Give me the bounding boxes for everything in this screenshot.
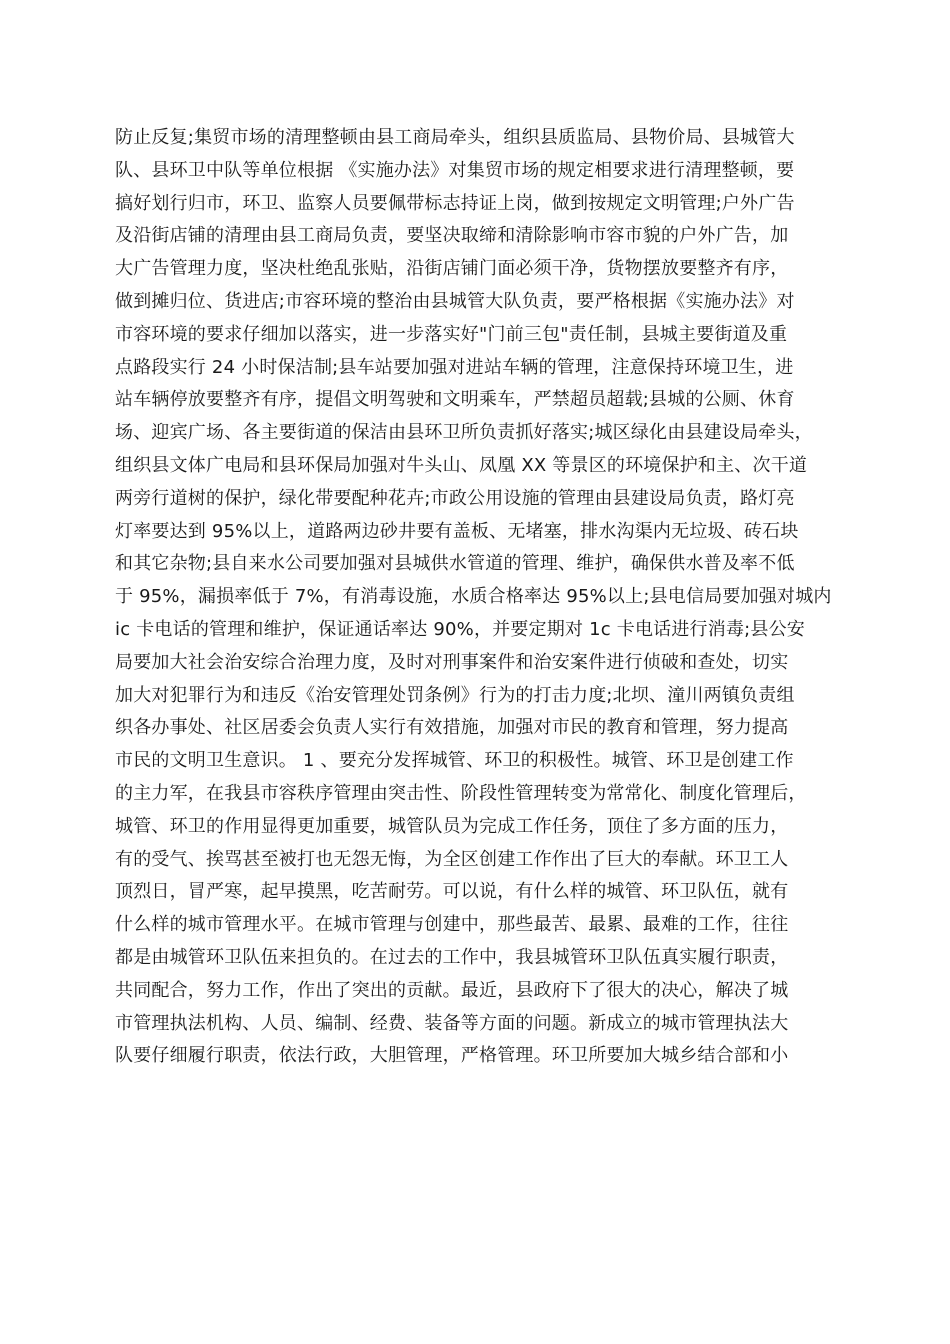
body-text bbox=[115, 122, 845, 1073]
text-line: 两旁行道树的保护，绿化带要配种花卉;市政公用设施的管理由县建设局负责，路灯亮 bbox=[115, 487, 795, 509]
text-line: 队、县环卫中队等单位根据 《实施办法》对集贸市场的规定相要求进行清理整顿，要 bbox=[115, 159, 795, 181]
text-line: 和其它杂物;县自来水公司要加强对县城供水管道的管理、维护，确保供水普及率不低 bbox=[115, 553, 795, 575]
text-line: 加大对犯罪行为和违反《治安管理处罚条例》行为的打击力度;北坝、潼川两镇负责组 bbox=[115, 684, 795, 706]
text-line: 场、迎宾广场、各主要街道的保洁由县环卫所负责抓好落实;城区绿化由县建设局牵头， bbox=[115, 422, 813, 444]
text-line: 都是由城管环卫队伍来担负的。在过去的工作中，我县城管环卫队伍真实履行职责， bbox=[115, 946, 789, 968]
text-line: 顶烈日，冒严寒，起早摸黑，吃苦耐劳。可以说，有什么样的城管、环卫队伍，就有 bbox=[115, 881, 789, 903]
text-line: 局要加大社会治安综合治理力度，及时对刑事案件和治安案件进行侦破和查处，切实 bbox=[115, 651, 789, 673]
text-line: 市管理执法机构、人员、编制、经费、装备等方面的问题。新成立的城市管理执法大 bbox=[115, 1012, 789, 1034]
text-line: 大广告管理力度，坚决杜绝乱张贴，沿街店铺门面必须干净，货物摆放要整齐有序， bbox=[115, 258, 789, 280]
text-line: 队要仔细履行职责，依法行政，大胆管理，严格管理。环卫所要加大城乡结合部和小 bbox=[115, 1045, 789, 1067]
text-line: 织各办事处、社区居委会负责人实行有效措施，加强对市民的教育和管理，努力提高 bbox=[115, 717, 789, 739]
text-line: 做到摊归位、货进店;市容环境的整治由县城管大队负责，要严格根据《实施办法》对 bbox=[115, 290, 795, 312]
text-line: 有的受气、挨骂甚至被打也无怨无悔，为全区创建工作作出了巨大的奉献。环卫工人 bbox=[115, 848, 789, 870]
text-line: 城管、环卫的作用显得更加重要，城管队员为完成工作任务，顶住了多方面的压力， bbox=[115, 815, 789, 837]
text-line: 的主力军，在我县市容秩序管理由突击性、阶段性管理转变为常常化、制度化管理后， bbox=[115, 782, 807, 804]
text-line: 组织县文体广电局和县环保局加强对牛头山、凤凰 XX 等景区的环境保护和主、次干道 bbox=[115, 454, 808, 476]
text-line: 及沿街店铺的清理由县工商局负责，要坚决取缔和清除影响市容市貌的户外广告，加 bbox=[115, 225, 789, 247]
text-line: 市容环境的要求仔细加以落实，进一步落实好"门前三包"责任制，县城主要街道及重 bbox=[115, 323, 788, 345]
text-line: ic 卡电话的管理和维护，保证通话率达 90%，并要定期对 1c 卡电话进行消毒;县公安 bbox=[115, 618, 806, 640]
text-line: 站车辆停放要整齐有序，提倡文明驾驶和文明乘车，严禁超员超载;县城的公厕、休育 bbox=[115, 389, 795, 411]
text-line: 防止反复;集贸市场的清理整顿由县工商局牵头，组织县质监局、县物价局、县城管大 bbox=[115, 127, 795, 148]
text-line: 点路段实行 24 小时保洁制;县车站要加强对进站车辆的管理，注意保持环境卫生，进 bbox=[115, 356, 794, 378]
text-line: 搞好划行归市，环卫、监察人员要佩带标志持证上岗，做到按规定文明管理;户外广告 bbox=[115, 192, 795, 214]
text-line: 什么样的城市管理水平。在城市管理与创建中，那些最苦、最累、最难的工作，往往 bbox=[115, 914, 789, 936]
text-line: 灯率要达到 95%以上，道路两边砂井要有盖板、无堵塞，排水沟渠内无垃圾、砖石块 bbox=[115, 520, 799, 542]
text-line: 市民的文明卫生意识。 1 、要充分发挥城管、环卫的积极性。城管、环卫是创建工作 bbox=[115, 750, 794, 772]
text-line: 共同配合，努力工作，作出了突出的贡献。最近，县政府下了很大的决心，解决了城 bbox=[115, 979, 789, 1001]
text-line: 于 95%，漏损率低于 7%，有消毒设施，水质合格率达 95%以上;县电信局要加强对城内 bbox=[115, 586, 832, 608]
